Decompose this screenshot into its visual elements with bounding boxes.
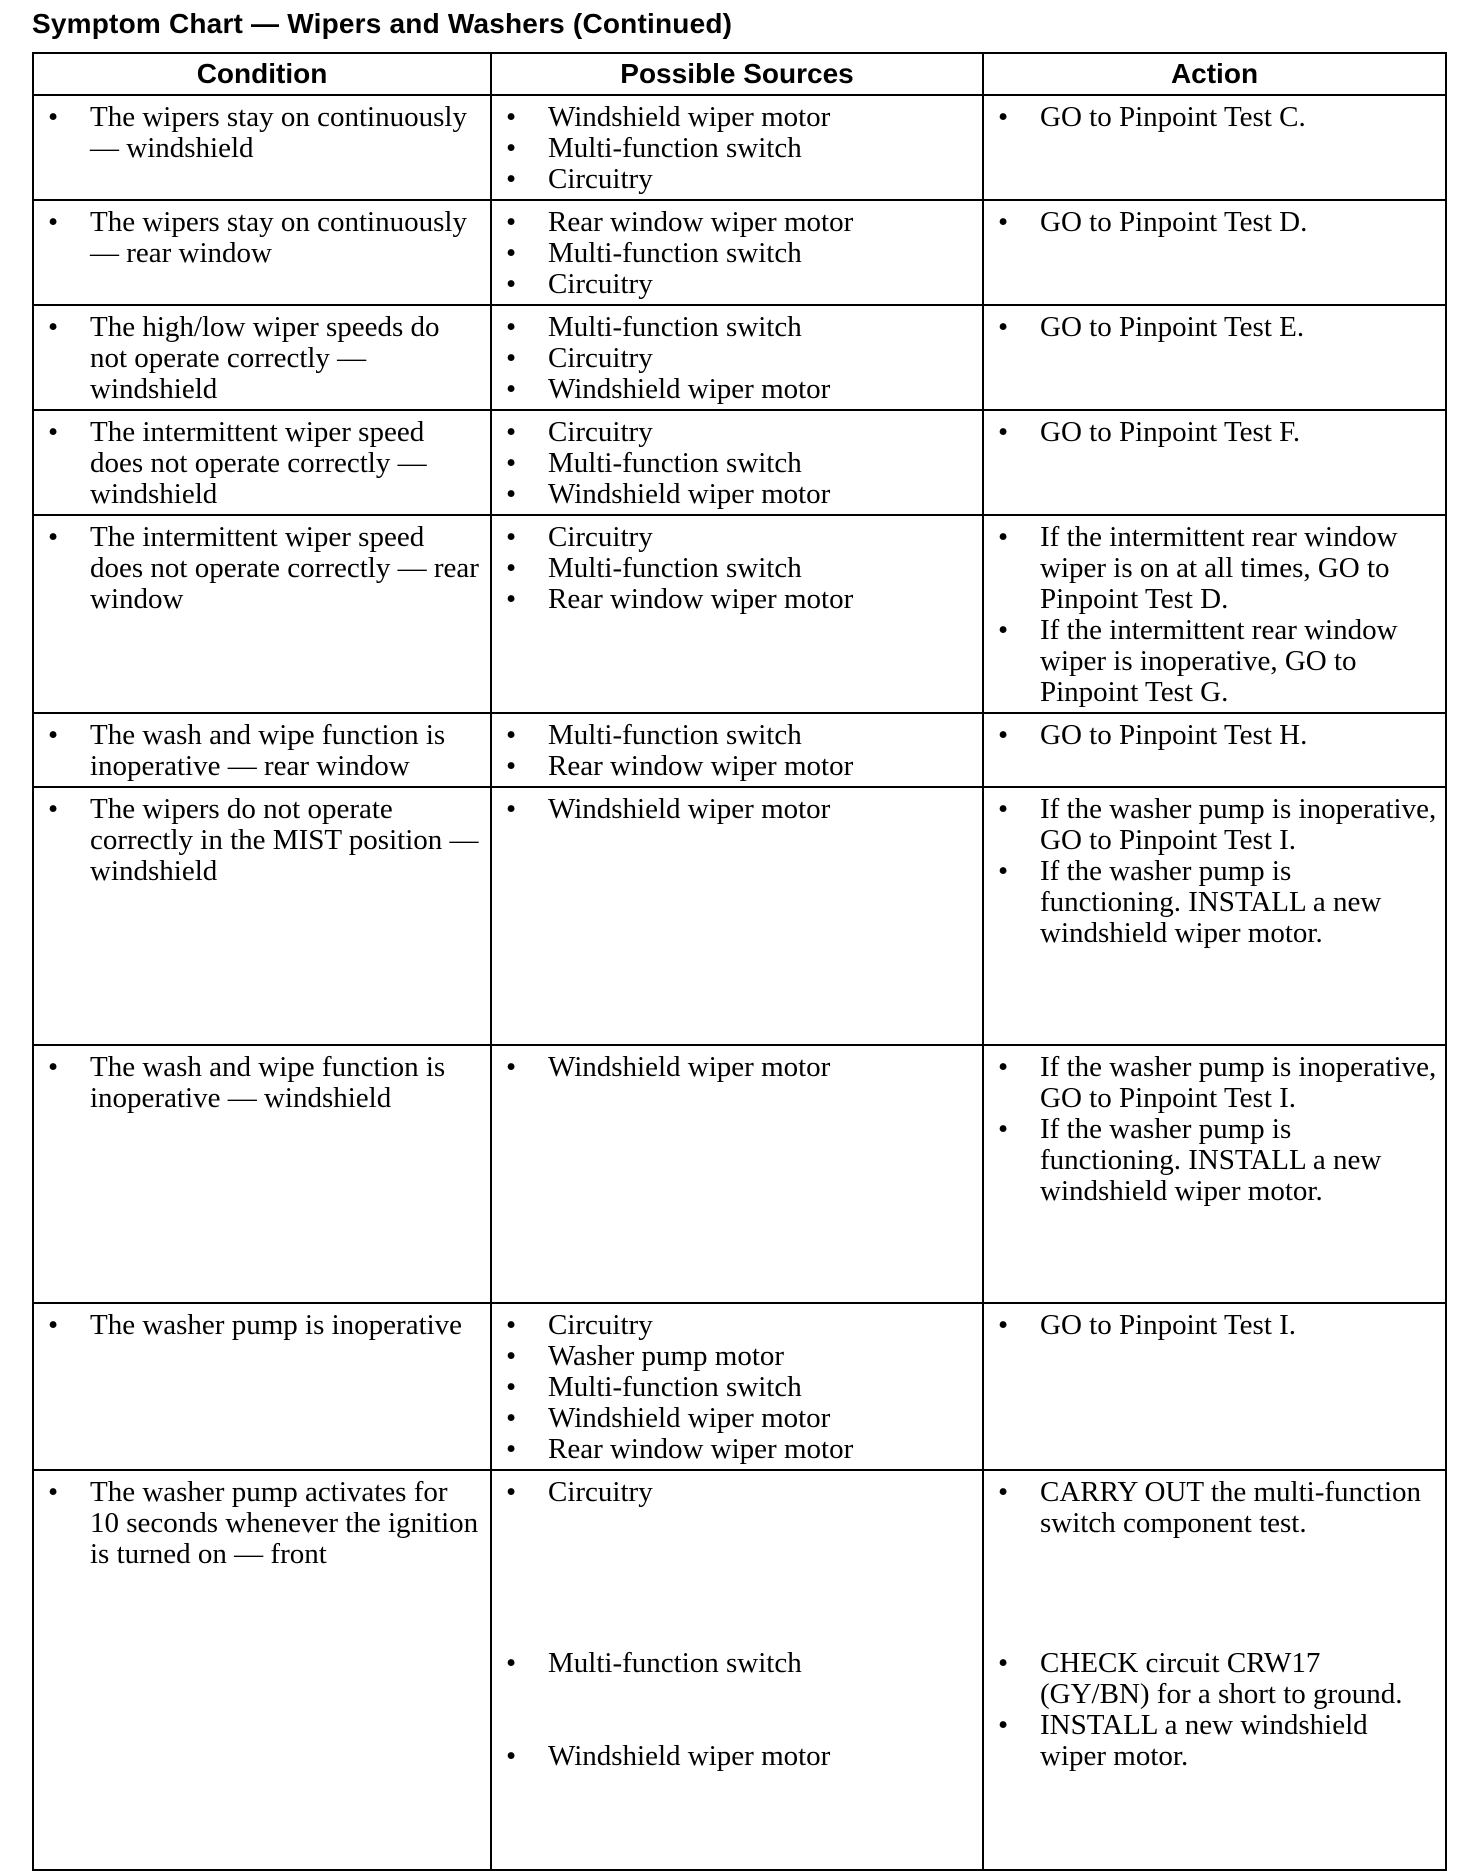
condition-text: • The wipers stay on continuously — rear window (44, 207, 482, 269)
condition-text: • The washer pump is inoperative (44, 1310, 482, 1341)
source-item: • Windshield wiper motor (502, 479, 974, 510)
action-item: • INSTALL a new windshield wiper motor. (994, 1710, 1437, 1772)
action-cell (983, 95, 1446, 200)
action-cell (983, 1303, 1446, 1470)
table-row (33, 1045, 1446, 1303)
table-row (33, 515, 1446, 713)
source-item: • Circuitry (502, 269, 974, 300)
table-row (33, 787, 1446, 1045)
column-header-condition: Condition (33, 53, 491, 95)
source-item: • Rear window wiper motor (502, 1434, 974, 1465)
action-item: • CARRY OUT the multi-function switch component test. (994, 1477, 1437, 1648)
source-item: • Windshield wiper motor (502, 1052, 974, 1083)
column-header-possible-sources: Possible Sources (491, 53, 983, 95)
sources-cell (491, 515, 983, 713)
condition-text: • The intermittent wiper speed does not operate correctly — rear window (44, 522, 482, 615)
action-item: • GO to Pinpoint Test F. (994, 417, 1437, 448)
condition-text: • The high/low wiper speeds do not operate correctly — windshield (44, 312, 482, 405)
condition-cell (33, 787, 491, 1045)
page-title: Symptom Chart — Wipers and Washers (Continued) (32, 8, 733, 39)
table-row (33, 95, 1446, 200)
source-item: • Circuitry (502, 1310, 974, 1341)
source-item: • Multi-function switch (502, 312, 974, 343)
table-row (33, 1303, 1446, 1470)
source-item: • Windshield wiper motor (502, 1403, 974, 1434)
action-item: • GO to Pinpoint Test D. (994, 207, 1437, 238)
condition-cell (33, 200, 491, 305)
table-row (33, 200, 1446, 305)
action-item: • If the washer pump is inoperative, GO to Pinpoint Test I. (994, 1052, 1437, 1114)
condition-text: • The wipers do not operate correctly in the MIST position — windshield (44, 794, 482, 887)
source-item: • Windshield wiper motor (502, 374, 974, 405)
action-cell (983, 410, 1446, 515)
action-item: • GO to Pinpoint Test H. (994, 720, 1437, 751)
condition-text: • The wash and wipe function is inoperative — rear window (44, 720, 482, 782)
action-cell (983, 200, 1446, 305)
condition-text: • The washer pump activates for 10 seconds whenever the ignition is turned on — front (44, 1477, 482, 1570)
sources-cell (491, 410, 983, 515)
condition-cell (33, 713, 491, 787)
source-item: • Multi-function switch (502, 238, 974, 269)
table-row (33, 1470, 1446, 1870)
table-header-row (33, 53, 1446, 95)
action-item: • If the intermittent rear window wiper is inoperative, GO to Pinpoint Test G. (994, 615, 1437, 708)
condition-cell (33, 1045, 491, 1303)
condition-cell (33, 305, 491, 410)
source-item: • Rear window wiper motor (502, 584, 974, 615)
condition-cell (33, 410, 491, 515)
source-item: • Rear window wiper motor (502, 207, 974, 238)
source-item: • Circuitry (502, 522, 974, 553)
sources-cell (491, 305, 983, 410)
condition-text: • The wipers stay on continuously — windshield (44, 102, 482, 164)
condition-text: • The intermittent wiper speed does not operate correctly — windshield (44, 417, 482, 510)
sources-cell (491, 1045, 983, 1303)
sources-cell (491, 200, 983, 305)
action-cell (983, 305, 1446, 410)
source-item: • Multi-function switch (502, 1648, 974, 1741)
action-item: • If the intermittent rear window wiper is on at all times, GO to Pinpoint Test D. (994, 522, 1437, 615)
source-item: • Multi-function switch (502, 1372, 974, 1403)
source-item: • Multi-function switch (502, 448, 974, 479)
action-cell (983, 787, 1446, 1045)
sources-cell (491, 713, 983, 787)
table-row (33, 713, 1446, 787)
source-item: • Multi-function switch (502, 720, 974, 751)
source-item: • Windshield wiper motor (502, 102, 974, 133)
source-item: • Windshield wiper motor (502, 794, 974, 825)
action-cell (983, 1045, 1446, 1303)
source-item: • Circuitry (502, 417, 974, 448)
source-item: • Circuitry (502, 164, 974, 195)
sources-cell (491, 95, 983, 200)
action-item: • If the washer pump is functioning. INSTALL a new windshield wiper motor. (994, 1114, 1437, 1207)
source-item: • Windshield wiper motor (502, 1741, 974, 1772)
sources-cell (491, 1303, 983, 1470)
column-header-action: Action (983, 53, 1446, 95)
source-item: • Multi-function switch (502, 553, 974, 584)
action-item: • GO to Pinpoint Test C. (994, 102, 1437, 133)
action-item: • GO to Pinpoint Test E. (994, 312, 1437, 343)
source-item: • Multi-function switch (502, 133, 974, 164)
source-item: • Circuitry (502, 1477, 974, 1648)
action-cell (983, 1470, 1446, 1870)
condition-cell (33, 1470, 491, 1870)
sources-cell (491, 787, 983, 1045)
action-item: • If the washer pump is functioning. INSTALL a new windshield wiper motor. (994, 856, 1437, 949)
symptom-table (32, 52, 1447, 1871)
source-item: • Washer pump motor (502, 1341, 974, 1372)
action-item: • If the washer pump is inoperative, GO to Pinpoint Test I. (994, 794, 1437, 856)
source-item: • Rear window wiper motor (502, 751, 974, 782)
source-item: • Circuitry (502, 343, 974, 374)
action-item: • GO to Pinpoint Test I. (994, 1310, 1437, 1341)
table-row (33, 305, 1446, 410)
condition-cell (33, 1303, 491, 1470)
condition-cell (33, 95, 491, 200)
condition-cell (33, 515, 491, 713)
condition-text: • The wash and wipe function is inoperative — windshield (44, 1052, 482, 1114)
table-row (33, 410, 1446, 515)
action-cell (983, 713, 1446, 787)
sources-cell (491, 1470, 983, 1870)
action-item: • CHECK circuit CRW17 (GY/BN) for a short to ground. (994, 1648, 1437, 1710)
action-cell (983, 515, 1446, 713)
